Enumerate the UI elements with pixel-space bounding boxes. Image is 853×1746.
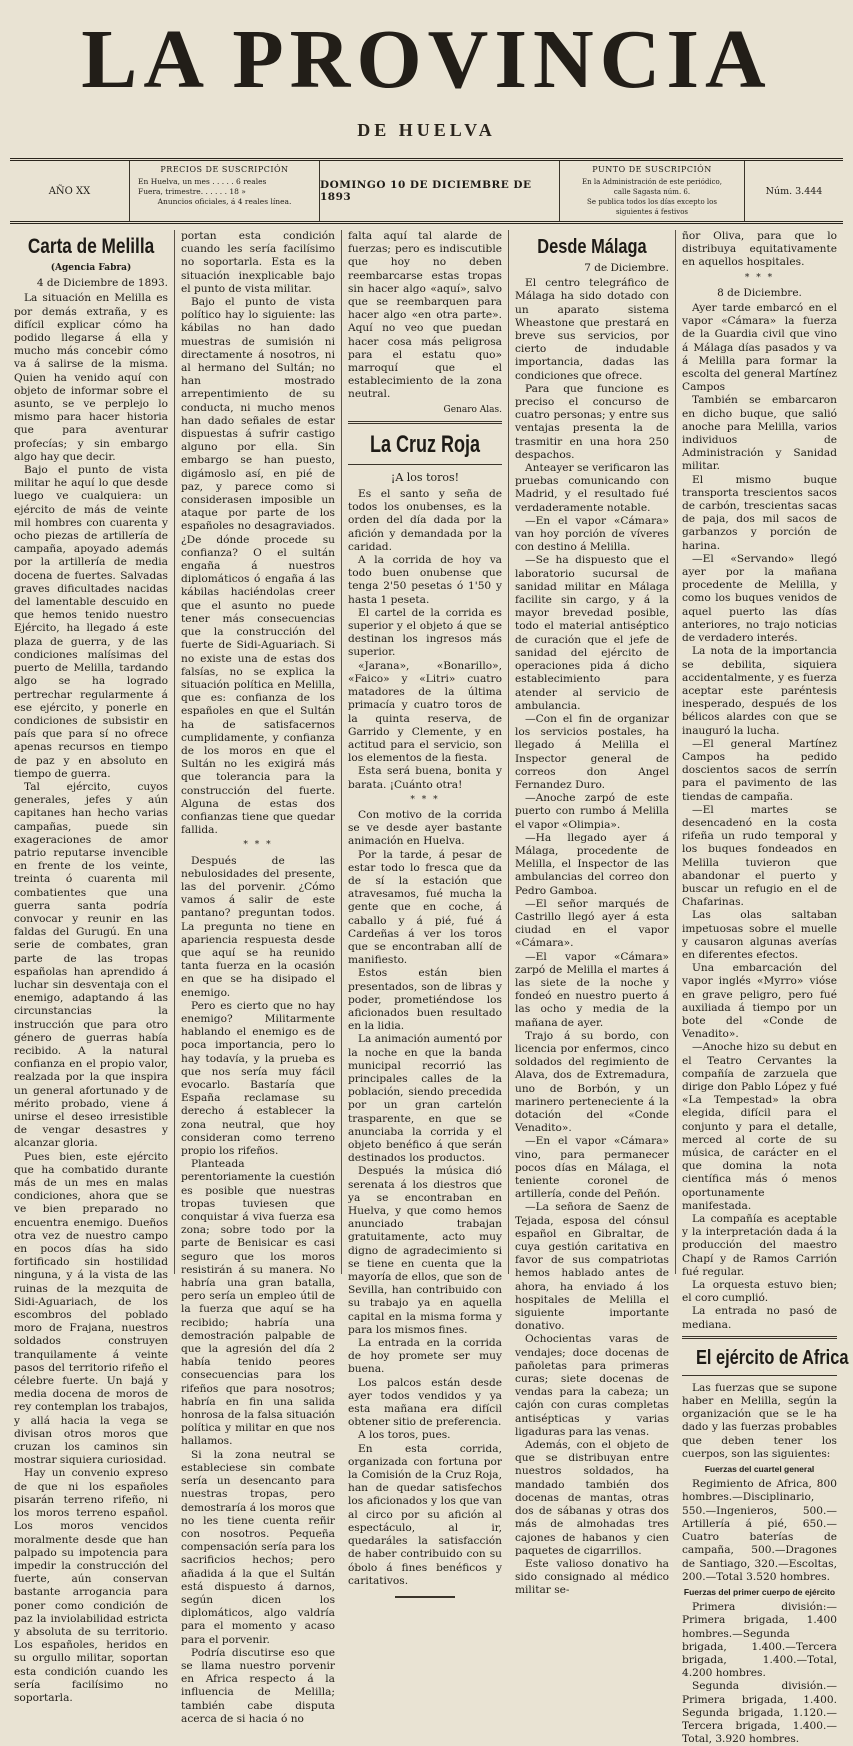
- paragraph: Este valioso donativo ha sido consignado al médico militar se-: [515, 1557, 669, 1597]
- paragraph: —La señora de Saenz de Tejada, esposa del cónsul español en Gibraltar, de cuya gestión caritativa en favor de sus compatriotas hemos hablado antes de ahora, ha enviado á los hospitales de Melilla el siguiente importante donativo.: [515, 1201, 669, 1333]
- section-subtitle: Fuerzas del cuartel general: [704, 1464, 815, 1475]
- paragraph: La orquesta estuvo bien; el coro cumplió.: [682, 1279, 837, 1305]
- paragraph: —Se ha dispuesto que el laboratorio sucursal de sanidad militar en Málaga facilite sin cargo, y á la mayor brevedad posible, todo el material antiséptico de curación que el jefe de sanidad del ejército de operaciones pida á dicho establecimiento para atender al servicio de ambulancia.: [515, 554, 669, 712]
- paragraph: Regimiento de Africa, 800 hombres.—Disciplinario, 550.—Ingenieros, 500.—Artillería á pié, 650.—Cuatro baterías de campaña, 500.—Dragones de Santiago, 320.—Escoltas, 200.—Total 3.520 hombres.: [682, 1478, 837, 1583]
- year-label: AÑO XX: [48, 185, 91, 197]
- column-3: [342, 230, 509, 1587]
- paragraph: Con motivo de la corrida se ve desde ayer bastante animación en Huelva.: [348, 808, 502, 848]
- paragraph: Las fuerzas que se supone haber en Melilla, según la organización que se le ha dado y las fuerzas probables que deben tener los cuerpos, son las siguientes:: [682, 1381, 837, 1460]
- paragraph: Primera división:—Primera brigada, 1.400 hombres.—Segunda brigada, 1.400.—Tercera brigada, 1.400.—Total, 4.200 hombres.: [682, 1601, 837, 1680]
- paragraph: El mismo buque transporta trescientos sacos de carbón, trescientas sacas de paja, dos mil sacos de garbanzos y porción de harina.: [682, 473, 837, 552]
- article-dateline: 4 de Diciembre de 1893.: [36, 277, 168, 290]
- paragraph: La entrada en la corrida de hoy promete ser muy buena.: [348, 1337, 502, 1376]
- end-rule: [395, 1596, 455, 1598]
- section-separator: * * *: [243, 840, 273, 851]
- paragraph: Los palcos están desde ayer todos vendidos y ya esta mañana era difícil obtener sitio de preferencia.: [348, 1376, 502, 1429]
- issue-number: Núm. 3.444: [765, 185, 823, 197]
- agency-credit: (Agencia Fabra): [50, 263, 132, 273]
- column-5: [676, 230, 849, 1746]
- paragraph: —En el vapor «Cámara» van hoy porción de víveres con destino á Melilla.: [515, 514, 669, 554]
- paragraph: Después la música dió serenata á los diestros que ya se encontraban en Huelva, y que como hemos anunciado trabajan gratuitamente, acto muy digno de agradecimiento si se tiene en cuenta que la mayoría de ellos, que son de Sevilla, han contribuido con su trabajo ya en aquella capital en la misma forma y para los mismos fines.: [348, 1165, 502, 1336]
- paragraph: El centro telegráfico de Málaga ha sido dotado con un aparato sistema Wheastone que prestará en breve sus servicios, por cierto de indudable importancia, dadas las condiciones que ofrece.: [515, 277, 669, 382]
- paragraph: Trajo á su bordo, con licencia por enfermos, cinco soldados del regimiento de Alava, dos de Extremadura, uno de Borbón, y un marinero perteneciente á la dotación del «Conde Venadito».: [515, 1029, 669, 1135]
- info-bar: [10, 158, 843, 224]
- paragraph: Si la zona neutral se estableciese sin combate sería un desencanto para nuestras tropas, pero demostraría á los moros que no les tiene cuenta reñir con nosotros. Pequeña compensación sería para los sacrificios hechos; pero añadida á la que el Sultán está dispuesto á darnos, según dicen los diplomáticos, algo valdría para el momento y acaso para el porvenir.: [181, 1448, 335, 1646]
- paragraph: A la corrida de hoy va todo buen onubense que tenga 2'50 pesetas ó 1'50 y hasta 1 peseta.: [348, 554, 502, 606]
- paragraph: La nota de la importancia se debilita, siquiera accidentalmente, y es fuerza aceptar este paréntesis inesperado, después de los bélicos alardes con que se inauguró la lucha.: [682, 645, 837, 737]
- point-title: PUNTO DE SUSCRIPCIÓN: [592, 165, 712, 174]
- point-line: En la Administración de este periódico,: [582, 178, 722, 186]
- masthead: [0, 13, 853, 140]
- subscription-point-box: [560, 161, 745, 221]
- divider: [348, 464, 502, 465]
- paragraph: —El martes se desencadenó en la costa rifeña un rudo temporal y los buques fondeados en Melilla tuvieron que abandonar el puerto y buscar un refugio en el de Chafarinas.: [682, 803, 837, 909]
- paragraph: Tal ejército, cuyos generales, jefes y aún capitanes han hecho varias campañas, puede sin exageraciones de amor patrio reputarse invencible en frente de los veinte, treinta ó cuarenta mil combatientes que una guerra santa podría convocar y reunir en las faldas del Gurugú. En una serie de combates, gran parte de las tropas españolas han aprendido á luchar sin desventaja con el enemigo, adaptando á las circunstancias la instrucción que para otro género de guerras había recibido. A la natural confianza en el propio valor, realzada por la que inspira un general afortunado y de mérito probado, viene á unirse el deseo irresistible de vengar desastres y alcanzar gloria.: [14, 780, 168, 1150]
- paragraph: Para que funcione es preciso el concurso de cuatro personas; y entre sus ventajas presenta la de trasmitir en una hora 250 despachos.: [515, 382, 669, 461]
- paragraph: —El vapor «Cámara» zarpó de Melilla el martes á las siete de la noche y fondeó en nuestro puerto á las ocho y media de la mañana de ayer.: [515, 950, 669, 1029]
- year-cell: [10, 161, 130, 221]
- article-dateline: 8 de Diciembre.: [717, 286, 802, 299]
- paragraph: Es el santo y seña de todos los onubenses, es la orden del día dada por la afición y demandada por la caridad.: [348, 488, 502, 553]
- paragraph: Las olas saltaban impetuosas sobre el muelle y causaron algunas averías en diferentes efectos.: [682, 909, 837, 961]
- paragraph: Además, con el objeto de que se distribuyan entre nuestros soldados, ha mandado también dos docenas de mantas, otras dos de sábanas y otras dos más de almohadas tres cajones de habanos y cien paquetes de cigarrillos.: [515, 1439, 669, 1557]
- prices-title: PRECIOS DE SUSCRIPCIÓN: [160, 165, 289, 174]
- paragraph: «Jarana», «Bonarillo», «Faico» y «Litri» cuatro matadores de la última primacía y cuatro toros de la quinta reserva, de Garrido y Clemente, y en actitud para el servicio, son los elementos de la fiesta.: [348, 659, 502, 765]
- paragraph: —El señor marqués de Castrillo llegó ayer á esta ciudad en el vapor «Cámara».: [515, 897, 669, 950]
- column-4: [509, 230, 676, 1597]
- paragraph: ñor Oliva, para que lo distribuya equitativamente en aquellos hospitales.: [682, 230, 837, 269]
- issue-number-cell: [745, 161, 843, 221]
- paragraph: Bajo el punto de vista político hay lo siguiente: las kábilas no han dado muestras de sumisión ni directamente á nosotros, ni al hermano del Sultán; no han mostrado arrepentimiento de su conducta, ni mucho menos han dado señales de estar dispuestas á sufrir castigo alguno por ella. Sin embargo se han puesto, digámoslo así, en pié de paz, y parece como si considerasen imposible un ataque por parte de los españoles no desagraviados. ¿De dónde procede su confianza? O el sultán engaña á nuestros diplomáticos ó engaña á las kábilas haciéndolas creer que el asunto no puede tener más consecuencias que la construcción del fuerte de Sidi-Aguariach. Si no existe una de estas dos falsías, no se explica la situación política en Melilla, que es: confianza de los españoles en que el Sultán ha de satisfacernos cumplidamente, y confianza de los moros en que el Sultán no les exigirá más que tolerancia para la construcción del fuerte. Alguna de estas dos confianzas tiene que quedar fallida.: [181, 296, 335, 837]
- column-2: [175, 230, 342, 1725]
- paragraph: Estos están bien presentados, son de libras y poder, prometiéndose los aficionados buen resultado en la lidia.: [348, 967, 502, 1033]
- paragraph: La entrada no pasó de mediana.: [682, 1305, 837, 1331]
- paragraph: —En el vapor «Cámara» vino, para permanecer pocos días en Málaga, el teniente coronel de artillería, conde del Peñón.: [515, 1135, 669, 1201]
- article-heading-carta-de-melilla: Carta de Melilla: [27, 235, 155, 258]
- paragraph: La situación en Melilla es por demás extraña, y es difícil explicar cómo ha podido llegarse á ella y mucho más concebir cómo va á salirse de la misma. Quien ha venido aquí con objeto de informar sobre el asunto, se ve perplejo lo mismo para hacer historia que para aventurar profecías; y sin embargo algo hay que decir.: [14, 292, 168, 463]
- paragraph: A los toros, pues.: [358, 1429, 451, 1442]
- column-1: [8, 230, 175, 1704]
- paragraph: —Anoche zarpó de este puerto con rumbo á Melilla el vapor «Olimpia».: [515, 792, 669, 831]
- paragraph: Por la tarde, á pesar de estar todo lo fresca que da de sí la estación que atravesamos, fué mucha la gente que en coche, á caballo y á pié, fué á Cardeñas á ver los toros que se encontraban allí de manifiesto.: [348, 848, 502, 967]
- paragraph: Planteada perentoriamente la cuestión es posible que nuestras tropas tuviesen que conquistar á viva fuerza esa zona; sobre todo por la parte de Benisicar es casi seguro que los moros resistirán á su manera. No habría una gran batalla, pero sería un empleo útil de la fuerza que aquí se ha recibido; habría una demostración palpable de que la agresión del día 2 había tenido peores consecuencias para los rifeños que para nosotros; habría en fin una salida honrosa de la falsa situación política y militar en que nos hallamos.: [181, 1158, 335, 1448]
- article-columns: [8, 230, 849, 1746]
- paragraph: El cartel de la corrida es superior y el objeto á que se destinan los ingresos más superior.: [348, 606, 502, 659]
- subscription-prices-box: [130, 161, 320, 221]
- paragraph: También se embarcaron en dicho buque, que salió anoche para Melilla, varios individuos de Administración y Sanidad militar.: [682, 394, 837, 473]
- issue-date: DOMINGO 10 DE DICIEMBRE DE 1893: [320, 179, 532, 203]
- paragraph: Podría discutirse eso que se llama nuestro porvenir en Africa respecto á la influencia de Melilla; también cabe disputa acerca de si hacia ó no: [181, 1646, 335, 1725]
- paragraph: —Ha llegado ayer á Málaga, procedente de Melilla, el Inspector de las ambulancias del correo don Pedro Gamboa.: [515, 831, 669, 897]
- divider: [682, 1375, 837, 1376]
- paragraph: Anteayer se verificaron las pruebas comunicando con Madrid, y el resultado fué verdaderamente notable.: [515, 462, 669, 514]
- article-heading-desde-malaga: Desde Málaga: [537, 236, 647, 258]
- paragraph: —El general Martínez Campos ha pedido doscientos sacos de serrín para el pavimento de las tiendas de campaña.: [682, 737, 837, 803]
- paragraph: Pero es cierto que no hay enemigo? Militarmente hablando el enemigo es de poca importancia, pero lo hay todavía, y la prueba es que nos sería muy fácil evocarlo. Bastaría que España reclamase su derecho á establecer la zona neutral, que hoy consideran como terreno propio los rifeños.: [181, 999, 335, 1158]
- section-subtitle: Fuerzas del primer cuerpo de ejército: [683, 1586, 836, 1597]
- article-heading-el-ejercito-de-africa: El ejército de Africa: [695, 1346, 849, 1369]
- point-line: Se publica todos los días excepto los siguientes á festivos: [587, 198, 717, 216]
- paragraph: Bajo el punto de vista militar he aquí lo que desde luego ve cualquiera: un ejército de más de veinte mil hombres con cuarenta y ocho piezas de artillería de campaña, apoyado además por la artillería de media docena de fuertes. Salvadas graves dificultades nacidas del lamentable descuido en que hemos tenido nuestro Ejército, ha llegado á este plaza de guerra, y de las condiciones malísimas del puerto de Melilla, tardando algo se ha logrado pertrechar regularmente á ese ejército, y ponerle en condiciones de subsistir en país que para sí no ofrece apenas recursos en tiempo de paz y en absoluto en tiempo de guerra.: [14, 464, 168, 780]
- paragraph: Una embarcación del vapor inglés «Myrro» vióse en grave peligro, pero fué auxiliada á tiempo por un bote del «Conde de Venadito».: [682, 962, 837, 1041]
- section-separator: * * *: [410, 794, 440, 805]
- article-subheading: ¡A los toros!: [390, 470, 460, 484]
- newspaper-title: LA PROVINCIA: [81, 13, 772, 106]
- paragraph: Hay un convenio expreso de que ni los españoles pisarán terreno rifeño, ni los moros terreno español. Los moros vencidos moralmente desde que han palpado su impotencia para impedir la construcción del fuerte, aún conservan bastante arrogancia para poner como condición de paz la inviolabilidad estricta y absoluta de su territorio. Los españoles, heridos en su orgullo militar, soportan esta condición cuando les sería facilísimo no soportarla.: [14, 1467, 168, 1704]
- paragraph: Ochocientas varas de vendajes; doce docenas de pañoletas para primeras curas; siete docenas de vendas para la cabeza; un cajón con curas completas antisépticas y varias ligaduras para las venas.: [515, 1333, 669, 1438]
- divider: [682, 1336, 837, 1339]
- paragraph: Después de las nebulosidades del presente, las del porvenir. ¿Cómo vamos á salir de este pantano? preguntan todos. La pregunta no tiene en apariencia respuesta desde que aquí se ha reunido tanta fuerza en la ocasión en que se ha disipado el enemigo.: [181, 854, 335, 999]
- date-cell: [320, 161, 560, 221]
- paragraph: En esta corrida, organizada con fortuna por la Comisión de la Cruz Roja, han de quedar satisfechos los aficionados y los que van al circo por su afición al espectáculo, al ir, quedaráles la satisfacción de haber contribuido con su óbolo á fines benéficos y caritativos.: [348, 1442, 502, 1587]
- paragraph: Esta será buena, bonita y barata. ¡Cuánto otra!: [348, 765, 502, 791]
- prices-line: Fuera, trimestre. . . . . . 18 »: [138, 187, 246, 196]
- article-heading-la-cruz-roja: La Cruz Roja: [369, 430, 481, 458]
- newspaper-subtitle: DE HUELVA: [357, 120, 496, 140]
- paragraph: Ayer tarde embarcó en el vapor «Cámara» la fuerza de la Guardia civil que vino á Málaga días pasados y va á Melilla para formar la escolta del general Martínez Campos: [682, 302, 837, 394]
- divider: [348, 421, 502, 424]
- paragraph: —El «Servando» llegó ayer por la mañana procedente de Melilla, y como los buques venidos de aquel puerto las días anteriores, no trajo noticias de verdadero interés.: [682, 552, 837, 645]
- article-dateline: 7 de Diciembre.: [584, 262, 669, 274]
- paragraph: falta aquí tal alarde de fuerzas; pero es indiscutible que hoy no deben reembarcarse estas tropas sin hacer algo «aquí», salvo que se reembarquen para hacer algo «en otra parte». Aquí no veo que puedan hacer cosa más peligrosa para el estatu quo» marroquí que el establecimiento de la zona neutral.: [348, 230, 502, 401]
- paragraph: —Anoche hizo su debut en el Teatro Cervantes la compañía de zarzuela que dirige don Pablo López y fué «La Tempestad» la obra elegida, difícil para el conjunto y para el detalle, merced al corte de su música, de carácter en el que domina la nota científica más ó menos oportunamente manifestada.: [682, 1041, 837, 1212]
- paragraph: —Con el fin de organizar los servicios postales, ha llegado á Melilla el Inspector general de correos don Angel Fernandez Duro.: [515, 712, 669, 791]
- paragraph: portan esta condición cuando les sería facilísimo no soportarla. Esta es la situación inexplicable bajo el punto de vista militar.: [181, 230, 335, 295]
- point-line: calle Sagasta núm. 6.: [613, 188, 691, 196]
- paragraph: Segunda división.—Primera brigada, 1.400. Segunda brigada, 1.120.—Tercera brigada, 1.400.—Total, 3.920 hombres.: [682, 1680, 837, 1746]
- paragraph: La compañía es aceptable y la interpretación dada á la producción del maestro Chapí y de Ramos Carrión fué regular.: [682, 1213, 837, 1278]
- paragraph: Pues bien, este ejército que ha combatido durante más de un mes en malas condiciones, ahora que se ve bien preparado no encuentra enemigo. Dueños otra vez de nuestro campo en pocos días ha sido fortificado sin hostilidad ninguna, y á la vista de las ruinas de la mezquita de Sidi-Aguariach, de los escombros del poblado moro de Frajana, nuestros soldados construyen tranquilamente á veinte pasos del territorio rifeño el célebre fuerte. Un bajá y media docena de moros de rey contemplan los trabajos, y allá hacia la vega se divisan otros moros que cruzan los caminos sin mostrar siquiera curiosidad.: [14, 1150, 168, 1467]
- paragraph: La animación aumentó por la noche en que la banda municipal recorrió las principales calles de la población, siendo precedida por un gran cartelón trasparente, en que se anunciaba la corrida y el objeto benéfico á que serán destinados los productos.: [348, 1033, 502, 1165]
- prices-line: Anuncios oficiales, á 4 reales línea.: [157, 197, 292, 206]
- section-separator: * * *: [744, 272, 775, 283]
- prices-line: En Huelva, un mes . . . . . 6 reales: [138, 177, 267, 186]
- author-signature: Genaro Alas.: [443, 404, 502, 415]
